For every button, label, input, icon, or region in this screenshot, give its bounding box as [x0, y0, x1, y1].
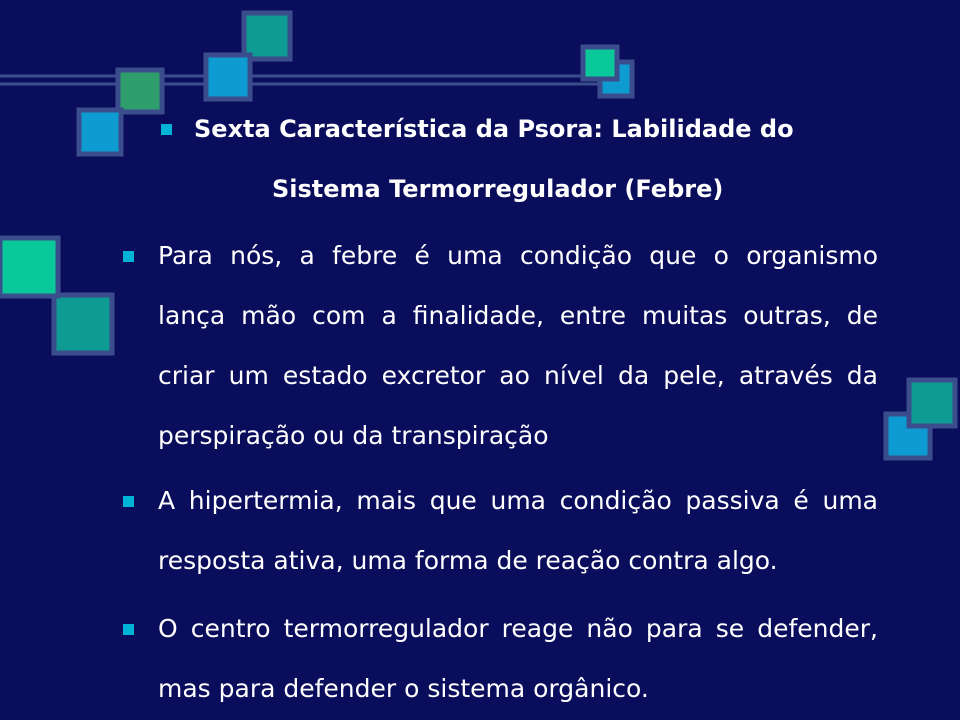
title-bullet: [161, 124, 172, 135]
bullet-3-line-1: O centro termorregulador reage não para se defender,: [158, 614, 878, 643]
deco-square: [118, 70, 162, 112]
bullet-3-line-2: mas para defender o sistema orgânico.: [158, 674, 649, 703]
bullet-2-line-2: resposta ativa, uma forma de reação contra algo.: [158, 546, 778, 575]
bullet-1-line-1: Para nós, a febre é uma condição que o organismo: [158, 241, 878, 270]
bullet-2-line-1: A hipertermia, mais que uma condição passiva é uma: [158, 486, 878, 515]
deco-square: [583, 47, 617, 79]
deco-square: [244, 13, 290, 59]
deco-square: [206, 55, 250, 99]
bullet-1-line-3: criar um estado excretor ao nível da pele, através da: [158, 361, 878, 390]
bullet-marker: [123, 624, 134, 635]
slide-title-line-2: Sistema Termorregulador (Febre): [272, 175, 724, 203]
slide-title-line-1: Sexta Característica da Psora: Labilidade do: [194, 115, 794, 143]
bullet-marker: [123, 496, 134, 507]
deco-square: [909, 380, 955, 426]
bullet-1-line-2: lança mão com a finalidade, entre muitas outras, de: [158, 301, 878, 330]
bullet-marker: [123, 251, 134, 262]
deco-square: [54, 295, 112, 353]
deco-square: [0, 238, 58, 296]
bullet-1-line-4: perspiração ou da transpiração: [158, 421, 549, 450]
deco-square: [79, 110, 121, 154]
